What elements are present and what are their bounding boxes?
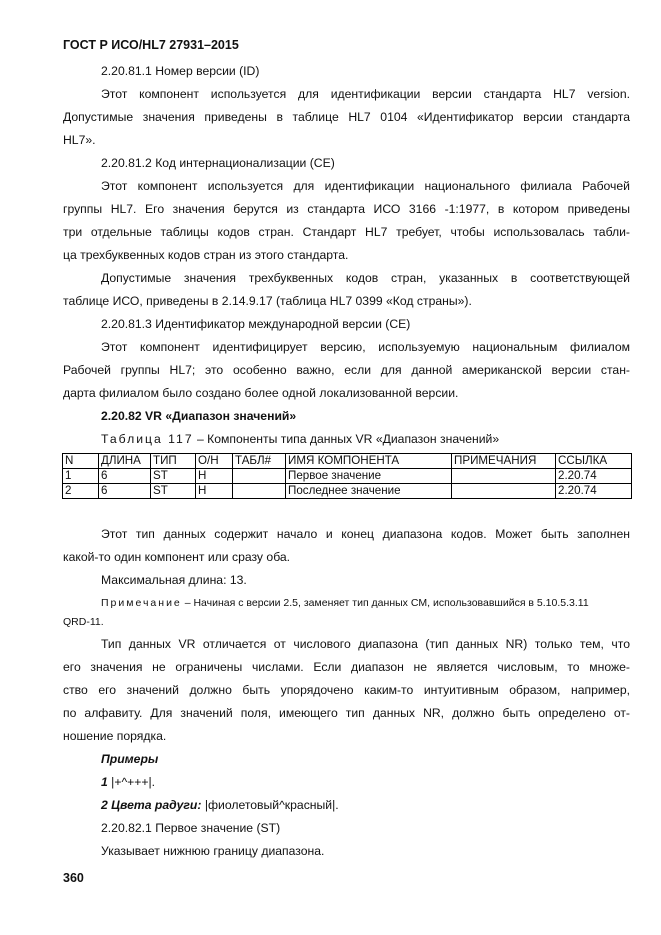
table-row	[63, 469, 632, 484]
paragraph-line: его значения не ограничены числами. Если диапазон не является числовым, то множе-	[63, 660, 630, 674]
table-cell	[233, 469, 286, 484]
note-text: – Начиная с версии 2.5, заменяет тип данных CM, использовавшийся в 5.10.5.3.11	[181, 597, 589, 609]
max-length: Максимальная длина: 13.	[101, 573, 247, 587]
paragraph-line: Допустимые значения приведены в таблице HL7 0104 «Идентификатор версии стандарта	[63, 110, 630, 124]
table-row	[63, 484, 632, 499]
paragraph-line: дарта филиалом было создано более одной локализованной версии.	[63, 386, 459, 400]
paragraph-line: Этот компонент используется для идентификации национального филиала Рабочей	[101, 179, 630, 193]
paragraph-line: HL7».	[63, 133, 96, 147]
paragraph-line: Допустимые значения трехбуквенных кодов стран, указанных в соответствующей	[101, 271, 630, 285]
table-caption	[101, 431, 630, 447]
example-2	[101, 797, 630, 813]
section-title: 2.20.82.1 Первое значение (ST)	[101, 821, 281, 835]
document-header: ГОСТ Р ИСО/HL7 27931–2015	[63, 38, 239, 52]
section-title: 2.20.81.1 Номер версии (ID)	[101, 64, 260, 78]
paragraph-line: какой-то один компонент или сразу оба.	[63, 550, 291, 564]
paragraph-line: ство его значений должно быть упорядочено каким-то интуитивным образом, например,	[63, 683, 630, 697]
table-header-cell: О/Н	[196, 454, 233, 469]
table-header-cell: N	[63, 454, 99, 469]
table-cell: Н	[196, 469, 233, 484]
paragraph-line: Рабочей группы HL7; это особенно важно, если для данной американской версии стан-	[63, 363, 630, 377]
example-1	[101, 774, 630, 790]
paragraph-line: ца трехбуквенных кодов стран из этого стандарта.	[63, 248, 349, 262]
table-cell: Последнее значение	[286, 484, 452, 499]
table-header-cell: ИМЯ КОМПОНЕНТА	[286, 454, 452, 469]
table-cell: 2.20.74	[556, 484, 632, 499]
table-cell: 2	[63, 484, 99, 499]
components-table	[62, 453, 632, 499]
table-cell: Первое значение	[286, 469, 452, 484]
table-header-cell: ДЛИНА	[99, 454, 151, 469]
example-text: |фиолетовый^красный|.	[201, 798, 339, 812]
table-header-cell: ССЫЛКА	[556, 454, 632, 469]
table-header-cell: ПРИМЕЧАНИЯ	[452, 454, 556, 469]
table-cell	[452, 484, 556, 499]
paragraph-line: Этот компонент идентифицирует версию, используемую национальным филиалом	[101, 340, 630, 354]
table-header-row	[63, 454, 632, 469]
paragraph-line: Указывает нижнюю границу диапазона.	[101, 844, 325, 858]
table-cell: ST	[151, 484, 196, 499]
paragraph-line: по алфавиту. Для значений поля, имеющего тип данных NR, должно быть определено от-	[63, 706, 630, 720]
note-continuation: QRD-11.	[63, 616, 104, 628]
paragraph-line: Этот компонент используется для идентификации версии стандарта HL7 version.	[101, 87, 630, 101]
table-caption-label: Таблица 117	[101, 432, 194, 446]
paragraph-line: Тип данных VR отличается от числового диапазона (тип данных NR) только тем, что	[101, 637, 630, 651]
table-header-cell: ТАБЛ#	[233, 454, 286, 469]
section-heading: 2.20.82 VR «Диапазон значений»	[101, 409, 297, 423]
table-cell	[452, 469, 556, 484]
example-label: 2 Цвета радуги:	[101, 798, 202, 812]
table-cell: 2.20.74	[556, 469, 632, 484]
paragraph-line: Этот тип данных содержит начало и конец диапазона кодов. Может быть заполнен	[101, 527, 630, 541]
page-number: 360	[63, 871, 84, 885]
paragraph-line: группы HL7. Его значения берутся из стандарта ИСО 3166 -1:1977, в котором приведены	[63, 202, 630, 216]
table-caption-text: – Компоненты типа данных VR «Диапазон значений»	[193, 432, 500, 446]
section-title: 2.20.81.2 Код интернационализации (CE)	[101, 156, 335, 170]
note	[101, 595, 630, 611]
section-title: 2.20.81.3 Идентификатор международной версии (CE)	[101, 317, 411, 331]
examples-title: Примеры	[101, 752, 159, 766]
table-cell: 1	[63, 469, 99, 484]
note-label: Примечание	[101, 597, 182, 609]
example-number: 1	[101, 775, 108, 789]
example-text: |+^+++|.	[107, 775, 156, 789]
table-cell: ST	[151, 469, 196, 484]
paragraph-line: таблице ИСО, приведены в 2.14.9.17 (таблица HL7 0399 «Код страны»).	[63, 294, 472, 308]
table-cell	[233, 484, 286, 499]
paragraph-line: ношение порядка.	[63, 729, 167, 743]
table-cell: 6	[99, 469, 151, 484]
table-cell: Н	[196, 484, 233, 499]
paragraph-line: три отдельные таблицы кодов стран. Стандарт HL7 требует, чтобы использовалась табли-	[63, 225, 630, 239]
table-cell: 6	[99, 484, 151, 499]
table-header-cell: ТИП	[151, 454, 196, 469]
